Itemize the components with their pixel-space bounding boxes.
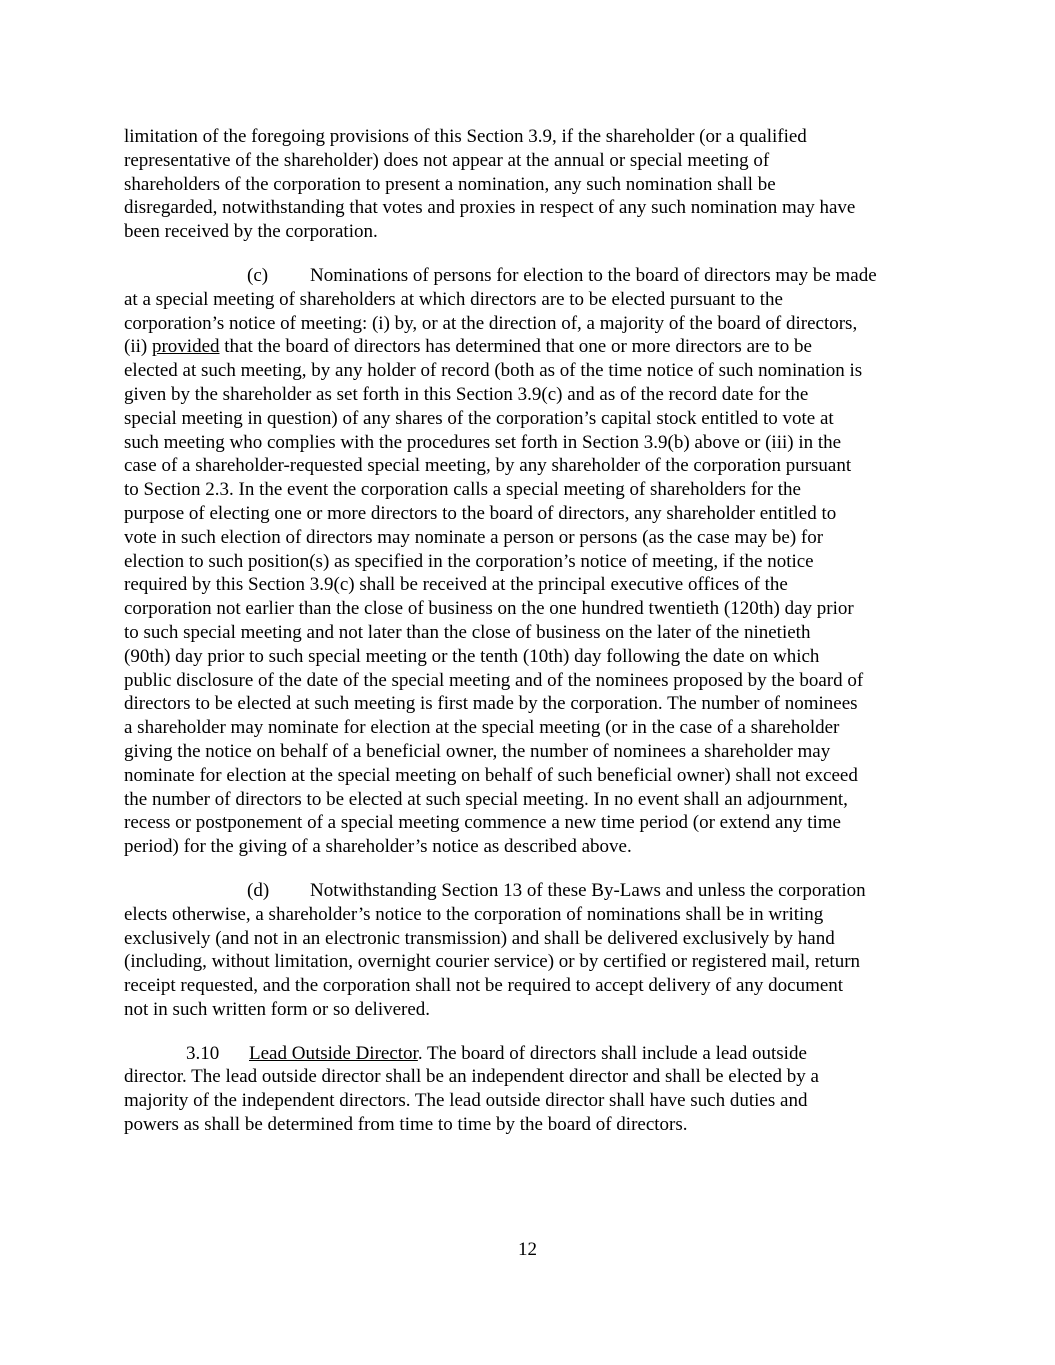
text-line: director. The lead outside director shall be an independent director and shall be elected by a [124,1066,819,1088]
text-segment: . The board of directors shall include a lead outside [417,1042,807,1064]
text-line: a shareholder may nominate for election at the special meeting (or in the case of a shareholder [124,717,840,739]
text-line: limitation of the foregoing provisions of this Section 3.9, if the shareholder (or a qualified [124,126,807,147]
paragraph-d [124,879,936,1022]
text-line: to Section 2.3. In the event the corporation calls a special meeting of shareholders for the [124,479,801,501]
text-line: corporation’s notice of meeting: (i) by, or at the direction of, a majority of the board of directors, [124,312,858,334]
paragraph-c-first-line [124,264,936,288]
text-line: required by this Section 3.9(c) shall be received at the principal executive offices of the [124,574,788,596]
paragraph-c [124,264,936,859]
text-line: to such special meeting and not later than the close of business on the later of the ninetieth [124,621,811,643]
page-number: 12 [518,1239,537,1260]
text-line: nominate for election at the special meeting on behalf of such beneficial owner) shall not exceed [124,764,858,786]
text-line: vote in such election of directors may nominate a person or persons (as the case may be) for [124,526,824,548]
text-line: majority of the independent directors. The lead outside director shall have such duties and [124,1090,808,1112]
text-line: at a special meeting of shareholders at which directors are to be elected pursuant to the [124,288,783,310]
text-line: such meeting who complies with the procedures set forth in Section 3.9(b) above or (iii) in the [124,431,842,453]
text-line: disregarded, notwithstanding that votes and proxies in respect of any such nomination may have [124,197,856,219]
text-line: (including, without limitation, overnight courier service) or by certified or registered mail, return [124,951,861,973]
provided-underlined-term: provided [151,336,220,358]
text-line: receipt requested, and the corporation shall not be required to accept delivery of any document [124,975,844,997]
text-segment: Nominations of persons for election to the board of directors may be made [310,264,877,286]
text-line: given by the shareholder as set forth in this Section 3.9(c) and as of the record date for the [124,383,809,405]
paragraph-d-label: (d) [247,879,270,901]
text-line: purpose of electing one or more directors to the board of directors, any shareholder entitled to [124,502,837,524]
text-line: the number of directors to be elected at such special meeting. In no event shall an adjournment, [124,788,848,810]
text-line: elected at such meeting, by any holder of record (both as of the time notice of such nomination is [124,360,863,382]
text-line: (90th) day prior to such special meeting or the tenth (10th) day following the date on which [124,645,820,667]
text-line: directors to be elected at such meeting is first made by the corporation. The number of nominees [124,693,858,715]
text-line: corporation not earlier than the close of business on the one hundred twentieth (120th) day prior [124,598,854,620]
paragraph-b-continuation [124,125,936,244]
text-line-provided [124,335,936,359]
text-line: shareholders of the corporation to present a nomination, any such nomination shall be [124,173,776,195]
text-line: been received by the corporation. [124,221,378,243]
paragraph-spacer [124,244,936,264]
text-line: period) for the giving of a shareholder’s notice as described above. [124,836,632,858]
section-3-10-first-line [124,1042,936,1066]
text-line: election to such position(s) as specified in the corporation’s notice of meeting, if the notice [124,550,814,572]
paragraph-d-first-line [124,879,936,903]
text-line: not in such written form or so delivered. [124,998,431,1020]
text-segment: Notwithstanding Section 13 of these By-Laws and unless the corporation [310,879,866,901]
text-segment: (ii) [124,336,152,358]
paragraph-spacer [124,1022,936,1042]
section-heading: Lead Outside Director [249,1042,418,1064]
section-number: 3.10 [186,1042,220,1064]
text-line: representative of the shareholder) does not appear at the annual or special meeting of [124,149,770,171]
text-line: giving the notice on behalf of a beneficial owner, the number of nominees a shareholder may [124,740,831,762]
document-page [124,125,936,1137]
section-3-10 [124,1042,936,1137]
text-line: case of a shareholder-requested special meeting, by any shareholder of the corporation pursuant [124,455,852,477]
text-line: exclusively (and not in an electronic transmission) and shall be delivered exclusively by hand [124,927,835,949]
text-line: powers as shall be determined from time to time by the board of directors. [124,1114,688,1136]
text-line: public disclosure of the date of the special meeting and of the nominees proposed by the board of [124,669,864,691]
text-line: recess or postponement of a special meeting commence a new time period (or extend any time [124,812,841,834]
paragraph-spacer [124,859,936,879]
text-line: special meeting in question) of any shares of the corporation’s capital stock entitled to vote at [124,407,834,429]
paragraph-c-label: (c) [247,264,269,286]
text-line: elects otherwise, a shareholder’s notice to the corporation of nominations shall be in writing [124,903,824,925]
text-segment: that the board of directors has determined that one or more directors are to be [219,336,812,358]
